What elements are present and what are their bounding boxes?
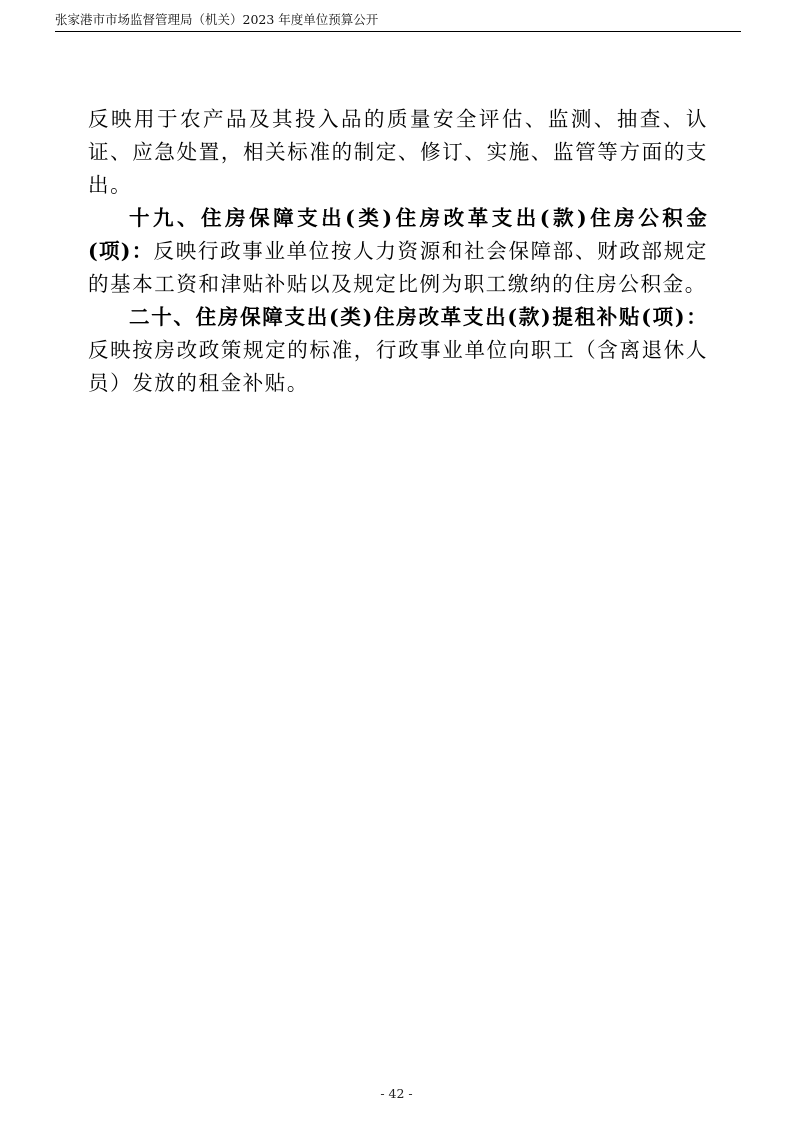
item-19-paragraph	[88, 202, 708, 301]
item-20-heading: 二十、住房保障支出(类)住房改革支出(款)提租补贴(项)：	[129, 305, 708, 329]
header-rule	[55, 31, 741, 32]
document-body	[88, 103, 708, 400]
page-number: - 42 -	[380, 1086, 413, 1101]
document-header: 张家港市市场监督管理局（机关）2023 年度单位预算公开	[55, 12, 379, 27]
item-19-text: 反映行政事业单位按人力资源和社会保障部、财政部规定的基本工资和津贴补贴以及规定比例为职工缴纳的住房公积金。	[88, 239, 708, 296]
item-19-heading: 十九、住房保障支出(类)住房改革支出(款)住房公积金(项)：	[88, 206, 708, 263]
item-20-text: 反映按房改政策规定的标准，行政事业单位向职工（含离退休人员）发放的租金补贴。	[88, 338, 708, 395]
intro-paragraph: 反映用于农产品及其投入品的质量安全评估、监测、抽查、认证、应急处置，相关标准的制定、修订、实施、监管等方面的支出。	[88, 107, 708, 197]
item-20-paragraph	[88, 301, 708, 400]
